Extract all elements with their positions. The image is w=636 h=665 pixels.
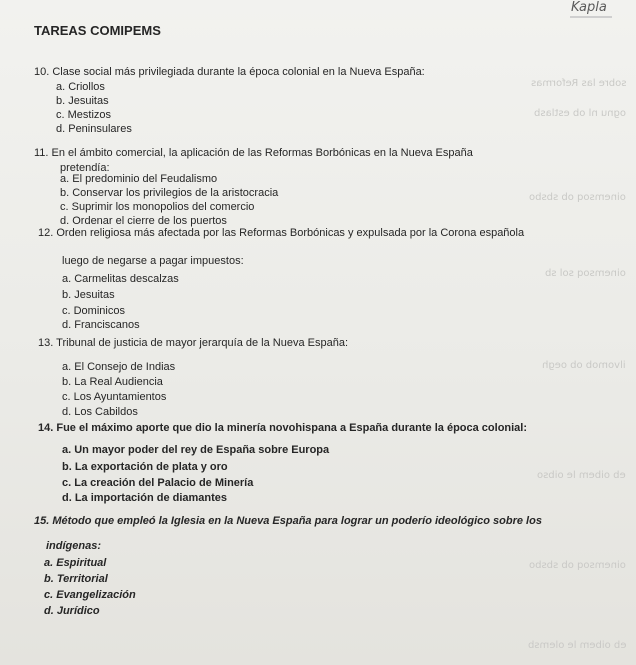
option-a: a. El Consejo de Indias bbox=[62, 361, 176, 373]
option-d: d. Los Cabildos bbox=[62, 406, 138, 418]
page: Kapla sobre las Reformas ognu nl ob estlasb oinemsoq ob sbsbo oinemsoq sol sb ilvomob ob oegh eb oibem le oibso oinemsoq ob sbsbo eb oibem le olemsb TAREAS COMIPEMS 10. Clase social más privilegiada durante la época colonial en la Nueva España: a. Criollos b. Jesuitas c. Mestizos d. Peninsulares 11. En el ámbito comercial, la aplicación de las Reformas Borbónicas en la Nueva España pretendía: a. El predominio del Feudalismo b. Conservar los privilegios de la aristocracia c. Suprimir los monopolios del comercio d. Ordenar el cierre de los puertos 12. Orden religiosa más afectada por las Reformas Borbónicas y expulsada por la Corona española luego de negarse a pagar impuestos: a. Carmelitas descalzas b. Jesuitas c. Dominicos d. Franciscanos 13. Tribunal de justicia de mayor jerarquía de la Nueva España: a. El Consejo de Indias b. La Real Audiencia c. Los Ayuntamientos d. Los Cabildos 14. Fue el máximo aporte que dio la minería novohispana a España durante la época colonial: a. Un mayor poder del rey de España sobre Europa b. La exportación de plata y oro c. La creación del Palacio de Minería d. La importación de diamantes 15. Método que empleó la Iglesia en la Nueva España para lograr un poderío ideológico sobre los indígenas: a. Espiritual b. Territorial c. Evangelización d. Jurídico bbox=[34, 0, 626, 651]
question-stem: 13. Tribunal de justicia de mayor jerarquía de la Nueva España: bbox=[38, 337, 349, 349]
option-d: d. Ordenar el cierre de los puertos bbox=[60, 215, 227, 227]
option-d: d. Franciscanos bbox=[62, 319, 140, 331]
option-c: c. La creación del Palacio de Minería bbox=[62, 477, 254, 489]
option-b: b. La Real Audiencia bbox=[62, 376, 163, 388]
option-a: a. Espiritual bbox=[44, 557, 107, 569]
question-stem: 15. Método que empleó la Iglesia en la Nueva España para lograr un poderío ideológico sobre los bbox=[34, 515, 542, 527]
option-a: a. Criollos bbox=[56, 81, 105, 93]
question-stem-continued: pretendía: bbox=[60, 162, 110, 174]
option-a: a. Carmelitas descalzas bbox=[62, 273, 179, 285]
option-b: b. La exportación de plata y oro bbox=[62, 461, 228, 473]
question-stem: 12. Orden religiosa más afectada por las Reformas Borbónicas y expulsada por la Corona española bbox=[38, 227, 525, 239]
option-d: d. Jurídico bbox=[44, 605, 100, 617]
option-a: a. Un mayor poder del rey de España sobre Europa bbox=[62, 444, 330, 456]
brand-logo: Kapla bbox=[571, 0, 607, 15]
question-stem: 11. En el ámbito comercial, la aplicación de las Reformas Borbónicas en la Nueva España bbox=[34, 147, 473, 159]
option-b: b. Jesuitas bbox=[56, 95, 109, 107]
question-stem: 14. Fue el máximo aporte que dio la minería novohispana a España durante la época colonial: bbox=[38, 422, 528, 434]
option-c: c. Suprimir los monopolios del comercio bbox=[60, 201, 255, 213]
option-c: c. Mestizos bbox=[56, 109, 112, 121]
option-b: b. Territorial bbox=[44, 573, 108, 585]
question-stem-continued: luego de negarse a pagar impuestos: bbox=[62, 255, 244, 267]
question-stem-continued: indígenas: bbox=[46, 540, 102, 552]
page-title: TAREAS COMIPEMS bbox=[34, 23, 161, 38]
option-c: c. Evangelización bbox=[44, 589, 136, 601]
option-d: d. La importación de diamantes bbox=[62, 492, 228, 504]
option-b: b. Conservar los privilegios de la aristocracia bbox=[60, 187, 279, 199]
option-b: b. Jesuitas bbox=[62, 289, 115, 301]
option-c: c. Los Ayuntamientos bbox=[62, 391, 167, 403]
question-stem: 10. Clase social más privilegiada durante la época colonial en la Nueva España: bbox=[34, 66, 425, 78]
brand-underline bbox=[570, 16, 612, 18]
option-a: a. El predominio del Feudalismo bbox=[60, 173, 218, 185]
option-d: d. Peninsulares bbox=[56, 123, 132, 135]
option-c: c. Dominicos bbox=[62, 305, 125, 317]
